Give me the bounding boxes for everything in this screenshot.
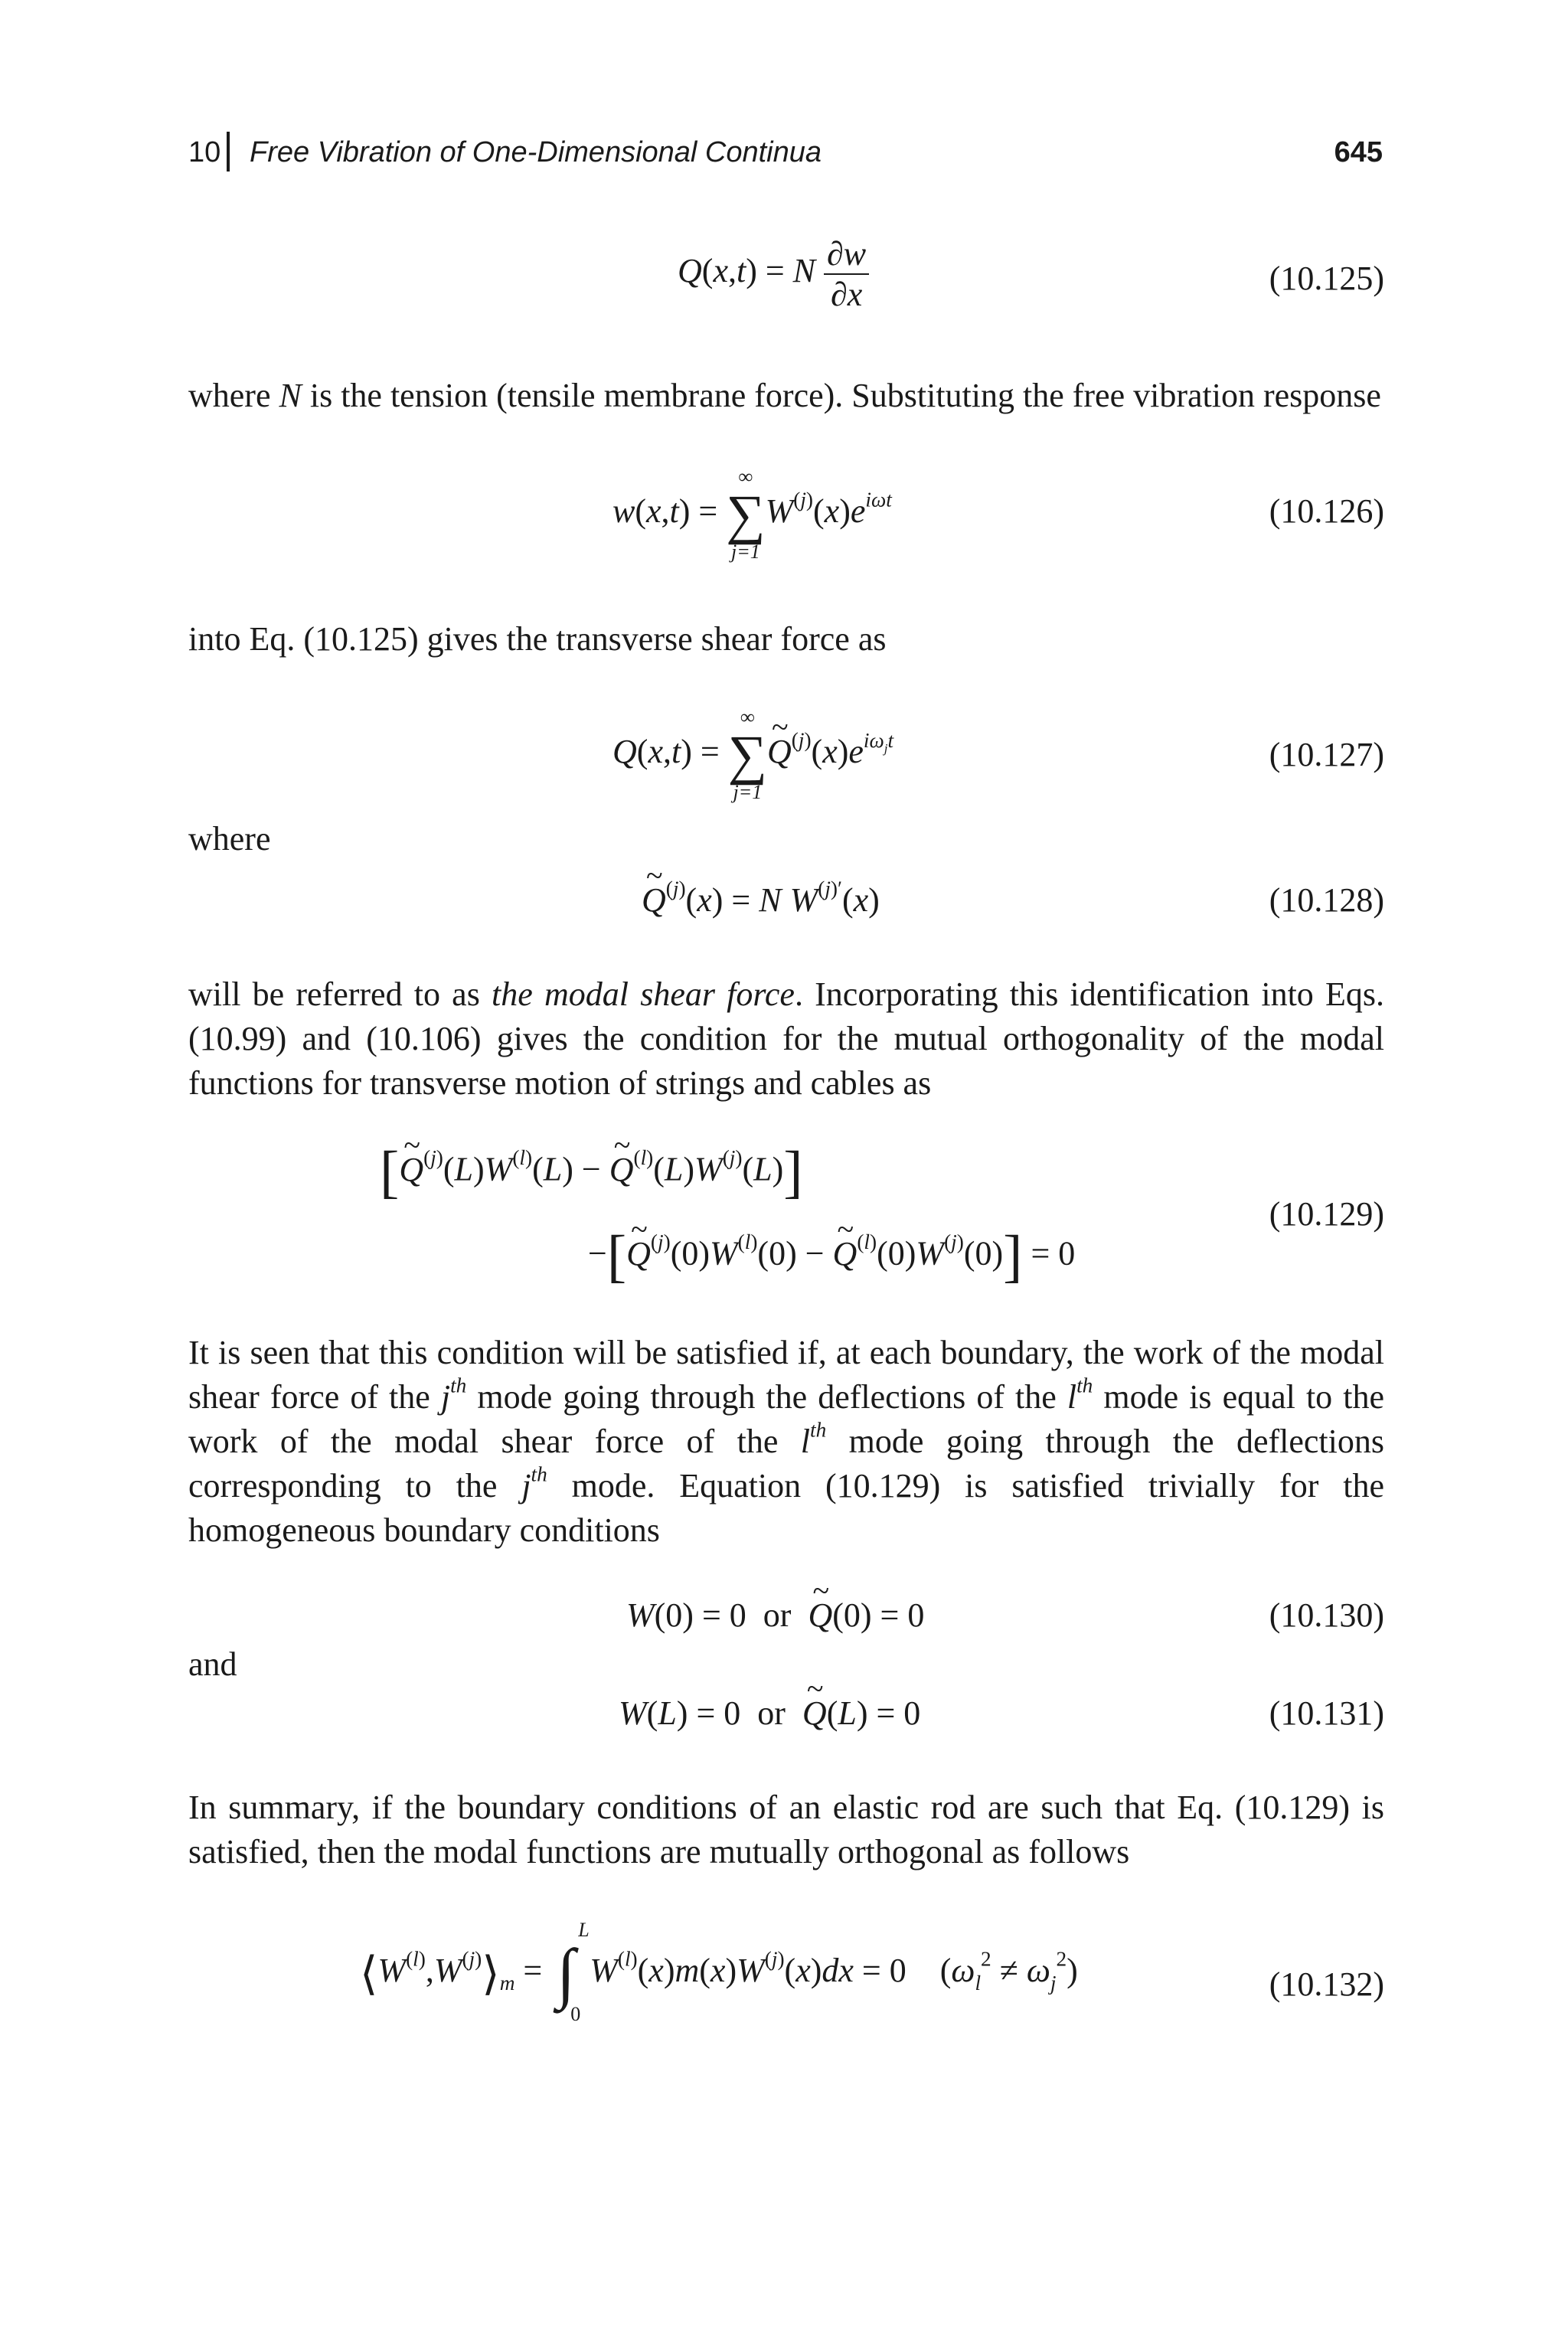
equation-10-131: W(L) = 0 or ~ Q(L) = 0 xyxy=(619,1694,920,1733)
equation-10-127: Q(x,t) = ∞ ∑ j=1 ~ $Q^{(j)}(x)e^{i\omega_jt}$ xyxy=(612,707,893,802)
header-divider xyxy=(227,132,230,172)
word-and: and xyxy=(188,1645,237,1683)
word-where: where xyxy=(188,820,271,858)
paragraph-modal-shear: will be referred to as the modal shear force. Incorporating this identification into Eqs. (10.99) and (10.106) gives the condition for the mutual orthogonality of the modal functions for transverse motion of strings and cables as xyxy=(188,975,1384,1102)
equation-10-129-line-2: −[~ $Q^{(j)}(0)W^{(l)}(0)$ − ~ $Q^{(l)}(0)W^{(j)}(0)] = 0$ xyxy=(588,1224,1075,1290)
equation-10-130: W(0) = 0 or ~ Q(0) = 0 xyxy=(626,1596,924,1635)
paragraph-boundary-work: It is seen that this condition will be satisfied if, at each boundary, the work of the modal shear force of the $j^{th}$ mode going through the deflections of the $l^{th}$ mode is equal to the work of the modal shear force of the $l^{th}$ mode going through the deflections corresponding to the $j^{th}$ mode. Equation (10.129) is satisfied trivially for the homogeneous boundary conditions xyxy=(188,1334,1384,1549)
paragraph-summary: In summary, if the boundary conditions of an elastic rod are such that Eq. (10.129) is satisfied, then the modal functions are mutually orthogonal as follows xyxy=(188,1789,1384,1870)
paragraph-tension: where N is the tension (tensile membrane force). Substituting the free vibration response xyxy=(188,377,1381,414)
equation-10-129-line-1: [~ $Q^{(j)}(L)W^{(l)}(L)$ − ~ $Q^{(l)}(L)W^{(j)}(L)$] xyxy=(380,1139,803,1206)
page-number: 645 xyxy=(1334,136,1383,168)
equation-10-125: Q(x,t) = N $\frac{\partial w}{\partial x}$ xyxy=(678,234,869,314)
equation-number: (10.128) xyxy=(1269,881,1384,919)
equation-number: (10.132) xyxy=(1269,1965,1384,2003)
equation-number: (10.127) xyxy=(1269,736,1384,773)
equation-number: (10.125) xyxy=(1269,260,1384,297)
running-title: Free Vibration of One-Dimensional Continua xyxy=(250,136,822,168)
equation-10-126: w(x,t) = ∞ ∑ j=1 $W^{(j)}(x)e^{i\omega t}$ xyxy=(612,466,892,563)
paragraph-substitution: into Eq. (10.125) gives the transverse shear force as xyxy=(188,620,887,658)
equation-number: (10.129) xyxy=(1269,1195,1384,1233)
equation-10-128: ~ $Q^{(j)}(x) = N$ $W^{(j)'}(x)$ xyxy=(642,880,880,920)
equation-10-132: $⟨W^{(l)},W^{(j)}⟩_m$ = ∫ L 0 $W^{(l)}(x)m(x)W^{(j)}(x)dx = 0$ $(\omega_l^2 \ne \omega_j^2)$ xyxy=(360,1919,1078,2025)
equation-number: (10.126) xyxy=(1269,492,1384,530)
equation-number: (10.130) xyxy=(1269,1596,1384,1634)
chapter-number: 10 xyxy=(188,136,221,168)
equation-number: (10.131) xyxy=(1269,1694,1384,1732)
